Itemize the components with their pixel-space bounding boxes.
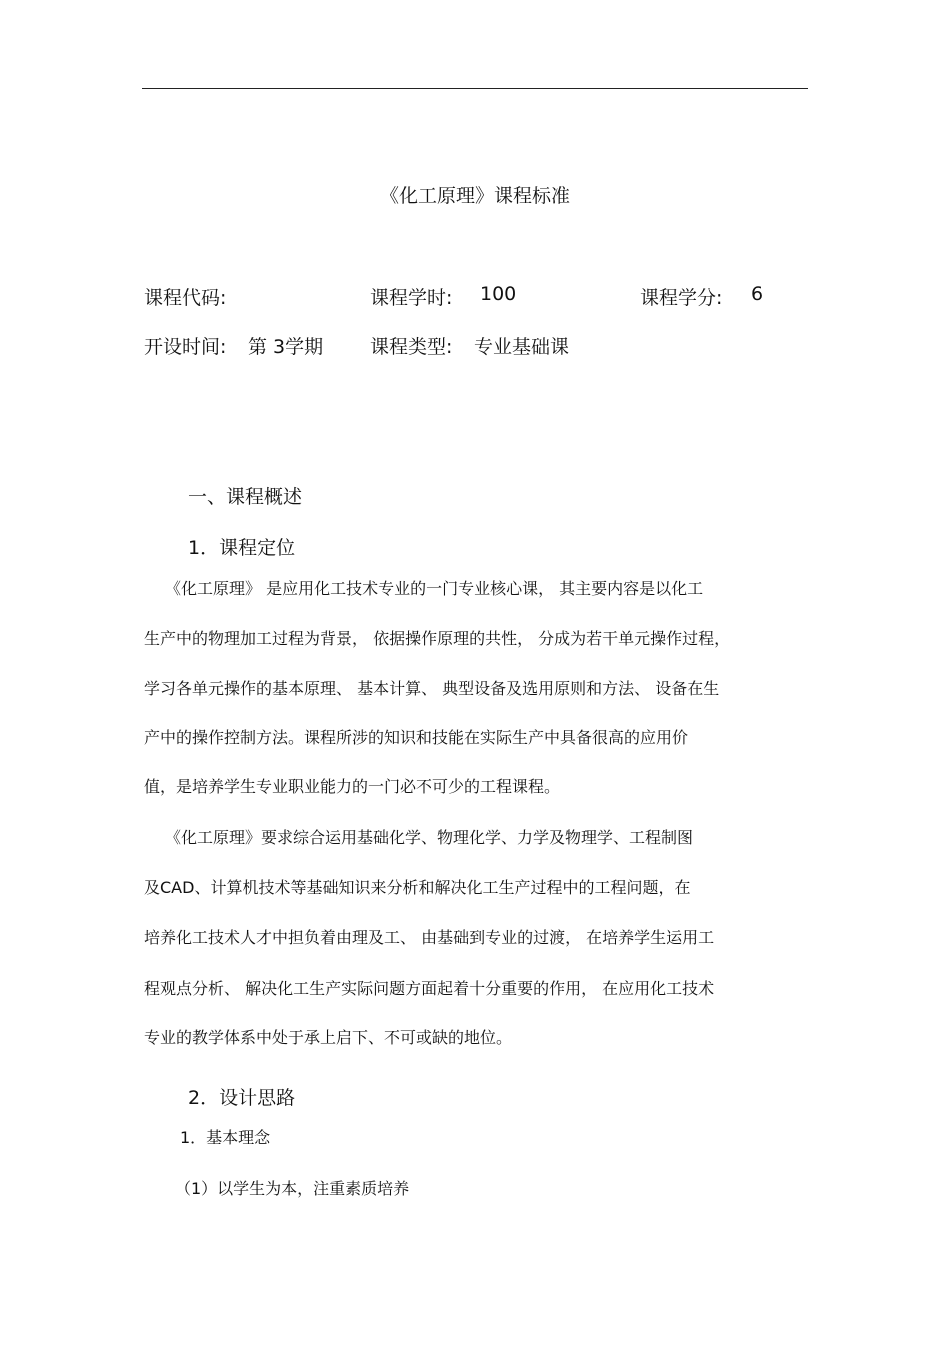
page-title: 《化工原理》课程标准: [379, 185, 570, 207]
subheading-design: 2．设计思路: [188, 1087, 296, 1109]
list-item: （1）以学生为本，注重素质培养: [175, 1179, 410, 1198]
course-credits-label: 课程学分:: [640, 287, 723, 309]
paragraph-line: 《化工原理》 是应用化工技术专业的一门专业核心课， 其主要内容是以化工: [165, 579, 704, 598]
course-type-value: 专业基础课: [474, 336, 570, 358]
paragraph-line: 专业的教学体系中处于承上启下、不可或缺的地位。: [144, 1028, 513, 1047]
subheading-basic-concept: 1．基本理念: [180, 1128, 271, 1147]
course-term-label: 开设时间:: [144, 336, 227, 358]
course-code-label: 课程代码:: [144, 287, 227, 309]
paragraph-line: 生产中的物理加工过程为背景， 依据操作原理的共性， 分成为若干单元操作过程，: [144, 629, 731, 648]
section-heading-overview: 一、课程概述: [188, 486, 303, 508]
paragraph-line: 程观点分析、 解决化工生产实际问题方面起着十分重要的作用， 在应用化工技术: [144, 979, 715, 998]
course-hours-value: 100: [480, 283, 517, 305]
subheading-positioning: 1．课程定位: [188, 537, 296, 559]
paragraph-line: 值，是培养学生专业职业能力的一门必不可少的工程课程。: [144, 777, 561, 796]
paragraph-line: 产中的操作控制方法。课程所涉的知识和技能在实际生产中具备很高的应用价: [144, 728, 689, 747]
paragraph-line: 学习各单元操作的基本原理、 基本计算、 典型设备及选用原则和方法、 设备在生: [144, 679, 720, 698]
paragraph-line: 《化工原理》要求综合运用基础化学、物理化学、力学及物理学、工程制图: [165, 828, 694, 847]
course-term-value: 第 3学期: [248, 336, 324, 358]
header-rule: [142, 88, 808, 89]
course-credits-value: 6: [751, 283, 764, 305]
paragraph-line: 及CAD、计算机技术等基础知识来分析和解决化工生产过程中的工程问题，在: [144, 878, 691, 897]
course-hours-label: 课程学时:: [370, 287, 453, 309]
course-type-label: 课程类型:: [370, 336, 453, 358]
paragraph-line: 培养化工技术人才中担负着由理及工、 由基础到专业的过渡， 在培养学生运用工: [144, 928, 715, 947]
